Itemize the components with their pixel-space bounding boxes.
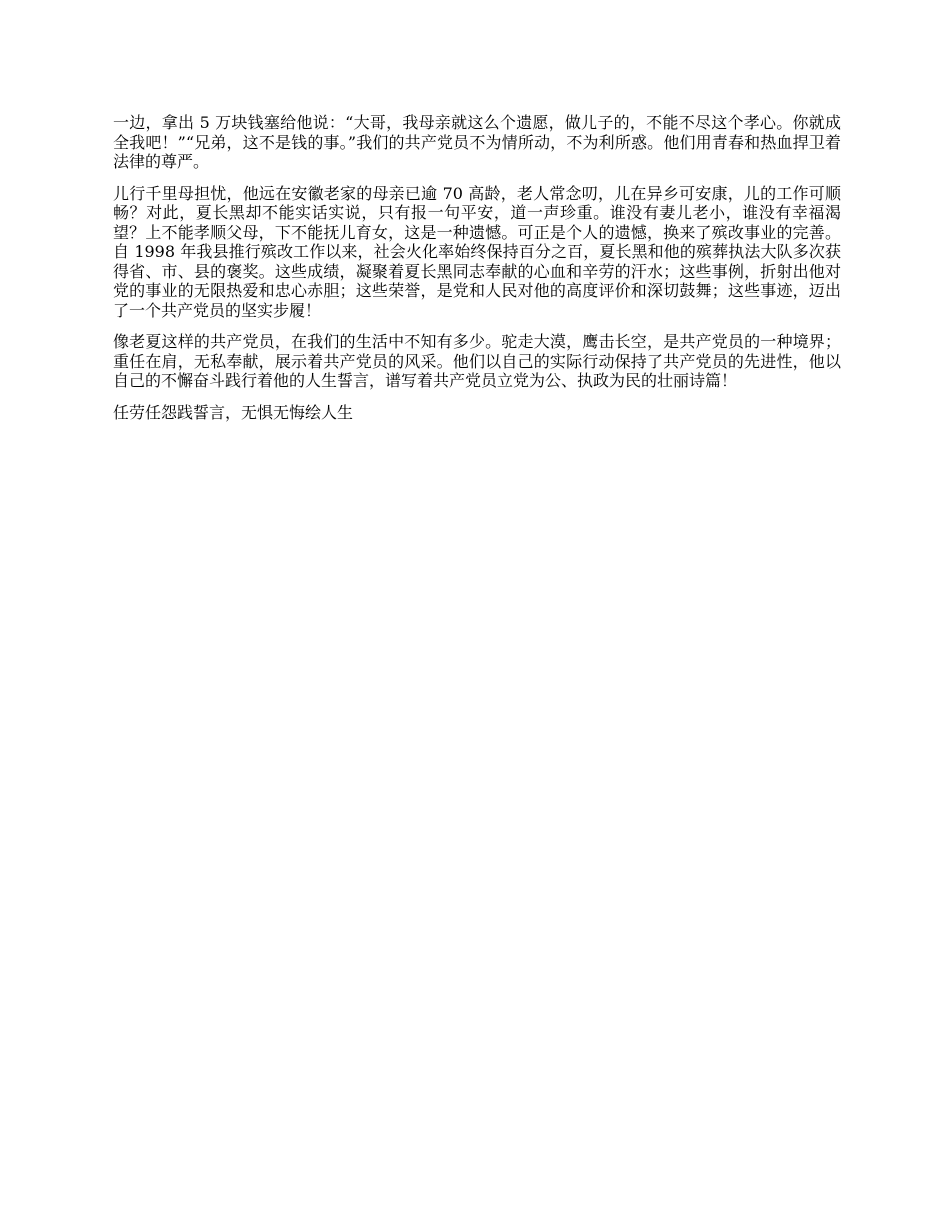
document-body: [113, 113, 841, 434]
paragraph-3: 像老夏这样的共产党员，在我们的生活中不知有多少。驼走大漠，鹰击长空，是共产党员的一种境界；重任在肩，无私奉献，展示着共产党员的风采。他们以自己的实际行动保持了共产党员的先进性，他以自己的不懈奋斗践行着他的人生誓言，谱写着共产党员立党为公、执政为民的壮丽诗篇！: [113, 332, 841, 390]
paragraph-2: 儿行千里母担忧，他远在安徽老家的母亲已逾 70 高龄，老人常念叨，儿在异乡可安康，儿的工作可顺畅？对此，夏长黑却不能实话实说，只有报一句平安，道一声珍重。谁没有妻儿老小，谁没有幸福渴望？上不能孝顺父母，下不能抚儿育女，这是一种遗憾。可正是个人的遗憾，换来了殡改事业的完善。自 1998 年我县推行殡改工作以来，社会火化率始终保持百分之百，夏长黑和他的殡葬执法大队多次获得省、市、县的褒奖。这些成绩，凝聚着夏长黑同志奉献的心血和辛劳的汗水；这些事例，折射出他对党的事业的无限热爱和忠心赤胆；这些荣誉，是党和人民对他的高度评价和深切鼓舞；这些事迹，迈出了一个共产党员的坚实步履！: [113, 183, 841, 320]
paragraph-1: 一边，拿出 5 万块钱塞给他说：“大哥，我母亲就这么个遗愿，做儿子的，不能不尽这个孝心。你就成全我吧！”“兄弟，这不是钱的事。”我们的共产党员不为情所动，不为利所惑。他们用青春和热血捍卫着法律的尊严。: [113, 113, 841, 171]
paragraph-4: 任劳任怨践誓言，无惧无悔绘人生: [113, 402, 354, 422]
